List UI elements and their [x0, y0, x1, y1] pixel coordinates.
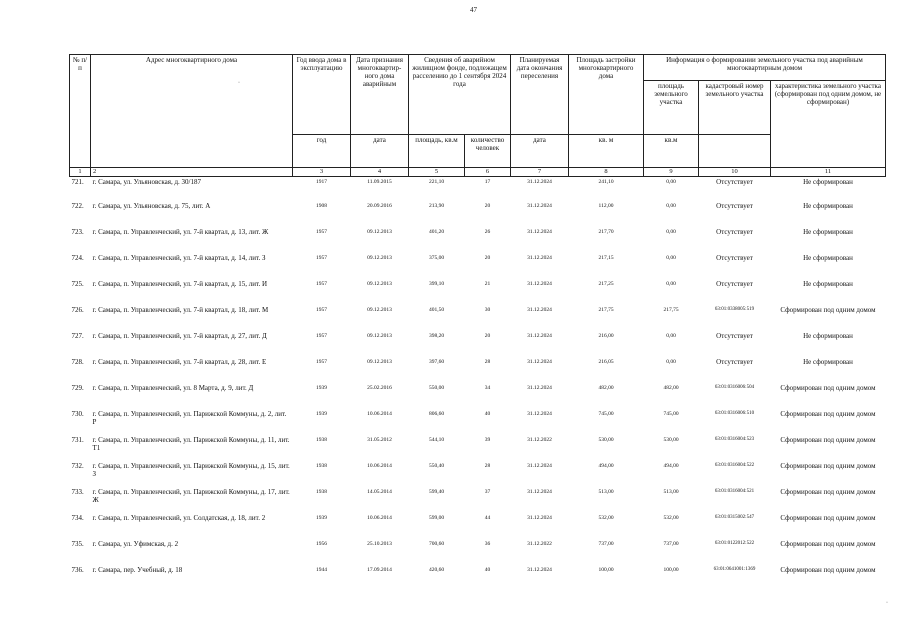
year-cell: 1938 [316, 463, 327, 469]
year-cell: 1939 [316, 411, 327, 417]
planned-date-cell: 31.12.2024 [527, 179, 552, 185]
row-number: 726. [71, 306, 84, 314]
people-cell: 17 [484, 179, 491, 185]
cadastral-cell: Отсутствует [716, 254, 753, 262]
unit-area: площадь, кв.м [409, 135, 465, 168]
cadastral-cell: 63:01:0316006:510 [714, 411, 755, 416]
land-area-cell: 100,00 [663, 567, 679, 573]
header-emergency-fund: Сведения об аварийном жилищном фонде, подлежащем расселению до 1 сентября 2024 года [409, 55, 511, 135]
planned-date-cell: 31.12.2024 [527, 385, 552, 391]
table-row [70, 487, 886, 513]
planned-date-cell: 31.12.2024 [527, 567, 552, 573]
col-number: 8 [569, 168, 644, 177]
recognition-date-cell: 09.12.2013 [367, 255, 392, 261]
recognition-date-cell: 10.06.2014 [367, 463, 392, 469]
people-cell: 40 [484, 411, 491, 417]
row-number: 727. [71, 332, 84, 340]
land-area-cell: 494,00 [663, 463, 679, 469]
land-area-cell: 0,00 [666, 203, 676, 209]
recognition-date-cell: 20.09.2016 [367, 203, 392, 209]
recognition-date-cell: 09.12.2013 [367, 333, 392, 339]
row-number: 725. [71, 280, 84, 288]
address-cell: г. Самара, п. Управленческий, ул. Солдатская, д. 18, лит. 2 [92, 514, 266, 522]
col-number: 7 [511, 168, 569, 177]
address-cell: г. Самара, п. Управленческий, ул. 7-й квартал, д. 13, лит. Ж [92, 228, 269, 236]
unit-land-area: кв.м [644, 135, 699, 168]
people-cell: 36 [484, 541, 491, 547]
col-number: 6 [465, 168, 511, 177]
col-number: 9 [644, 168, 699, 177]
unit-people: количество человек [465, 135, 511, 168]
planned-date-cell: 31.12.2024 [527, 463, 552, 469]
row-number: 734. [71, 514, 84, 522]
area-cell: 213,90 [428, 203, 445, 209]
built-area-cell: 217,25 [598, 281, 614, 287]
row-number: 730. [71, 410, 84, 418]
header-planned-date: Планируемая дата окончания переселения [511, 55, 569, 135]
header-address: Адрес многоквартирного дома [91, 55, 293, 168]
table-header [70, 55, 886, 177]
planned-date-cell: 31.12.2022 [527, 541, 552, 547]
row-number: 724. [71, 254, 84, 262]
table-row [70, 383, 886, 409]
row-number: 723. [71, 228, 84, 236]
land-area-cell: 737,00 [663, 541, 679, 547]
recognition-date-cell: 10.06.2014 [367, 411, 392, 417]
year-cell: 1956 [316, 541, 327, 547]
header-land-area: площадь земельного участка [644, 81, 699, 135]
year-cell: 1957 [316, 333, 327, 339]
people-cell: 44 [484, 515, 491, 521]
characteristic-cell: Сформирован под одним домом [780, 436, 876, 444]
recognition-date-cell: 17.09.2014 [367, 567, 392, 573]
people-cell: 34 [484, 385, 491, 391]
recognition-date-cell: 31.05.2012 [367, 437, 392, 443]
emergency-housing-table [69, 54, 886, 596]
unit-cadastral [699, 135, 771, 168]
table-row [70, 201, 886, 227]
characteristic-cell: Не сформирован [803, 280, 853, 288]
recognition-date-cell: 09.12.2013 [367, 229, 392, 235]
cadastral-cell: 63:01:0315002:547 [714, 515, 755, 520]
year-cell: 1957 [316, 255, 327, 261]
cadastral-cell: 63:01:0316004:521 [714, 489, 755, 494]
col-number: 2 [91, 168, 293, 177]
recognition-date-cell: 09.12.2013 [367, 307, 392, 313]
cadastral-cell: 63:01:0316004:522 [714, 463, 755, 468]
built-area-cell: 217,70 [598, 229, 614, 235]
year-cell: 1938 [316, 437, 327, 443]
land-area-cell: 0,00 [666, 229, 676, 235]
year-cell: 1957 [316, 307, 327, 313]
cadastral-cell: 63:01:0338005:519 [714, 307, 755, 312]
year-cell: 1917 [316, 179, 327, 185]
header-cadastral: кадастровый номер земельного участка [699, 81, 771, 135]
area-cell: 420,60 [428, 567, 445, 573]
built-area-cell: 112,00 [598, 203, 614, 209]
address-cell: г. Самара, п. Управленческий, ул. 7-й квартал, д. 14, лит. З [92, 254, 266, 262]
land-area-cell: 745,00 [663, 411, 679, 417]
people-cell: 40 [484, 567, 491, 573]
people-cell: 26 [484, 229, 491, 235]
planned-date-cell: 31.12.2024 [527, 333, 552, 339]
table-row [70, 227, 886, 253]
area-cell: 550,00 [428, 385, 445, 391]
address-cell: г. Самара, пер. Учебный, д. 18 [92, 566, 183, 574]
address-cell: г. Самара, ул. Ульяновская, д. 75, лит. А [92, 202, 211, 210]
area-cell: 397,60 [428, 359, 445, 365]
row-number: 736. [71, 566, 84, 574]
year-cell: 1944 [316, 567, 327, 573]
year-cell: 1957 [316, 359, 327, 365]
unit-year: год [293, 135, 351, 168]
built-area-cell: 532,00 [598, 515, 614, 521]
year-cell: 1938 [316, 489, 327, 495]
area-cell: 599,40 [428, 489, 445, 495]
characteristic-cell: Сформирован под одним домом [780, 514, 876, 522]
address-cell: г. Самара, п. Управленческий, ул. Парижской Коммуны, д. 11, лит. Т1 [92, 436, 290, 452]
planned-date-cell: 31.12.2024 [527, 229, 552, 235]
land-area-cell: 0,00 [666, 255, 676, 261]
table-row [70, 565, 886, 596]
built-area-cell: 737,00 [598, 541, 614, 547]
table-row [70, 305, 886, 331]
page-number: 47 [470, 6, 477, 14]
characteristic-cell: Сформирован под одним домом [780, 410, 876, 418]
characteristic-cell: Не сформирован [803, 358, 853, 366]
characteristic-cell: Не сформирован [803, 228, 853, 236]
header-land-info: Информация о формировании земельного участка под аварийным многоквартирным домом [644, 55, 886, 81]
planned-date-cell: 31.12.2024 [527, 411, 552, 417]
recognition-date-cell: 25.02.2016 [367, 385, 392, 391]
built-area-cell: 217,15 [598, 255, 614, 261]
address-cell: г. Самара, п. Управленческий, ул. Парижской Коммуны, д. 17, лит. Ж [92, 488, 290, 504]
people-cell: 20 [484, 203, 491, 209]
col-number: 4 [351, 168, 409, 177]
people-cell: 30 [484, 307, 491, 313]
built-area-cell: 494,00 [598, 463, 614, 469]
row-number: 732. [71, 462, 84, 470]
people-cell: 28 [484, 359, 491, 365]
planned-date-cell: 31.12.2024 [527, 255, 552, 261]
characteristic-cell: Не сформирован [803, 332, 853, 340]
table-row [70, 513, 886, 539]
people-cell: 20 [484, 255, 491, 261]
cadastral-cell: Отсутствует [716, 228, 753, 236]
planned-date-cell: 31.12.2024 [527, 307, 552, 313]
planned-date-cell: 31.12.2024 [527, 489, 552, 495]
address-cell: г. Самара, ул. Уфимская, д. 2 [92, 540, 179, 548]
area-cell: 401,20 [428, 229, 445, 235]
address-cell: г. Самара, ул. Ульяновская, д. 30/187 [92, 178, 201, 186]
column-number-row [70, 168, 886, 177]
year-cell: 1939 [316, 515, 327, 521]
year-cell: 1939 [316, 385, 327, 391]
area-cell: 221,10 [428, 179, 445, 185]
table-body [70, 177, 886, 597]
scan-speck: · [238, 80, 240, 86]
table-row [70, 253, 886, 279]
characteristic-cell: Не сформирован [803, 254, 853, 262]
people-cell: 28 [484, 463, 491, 469]
header-num: № п/п [70, 55, 91, 168]
address-cell: г. Самара, п. Управленческий, ул. 7-й квартал, д. 18, лит. М [92, 306, 269, 314]
built-area-cell: 745,00 [598, 411, 614, 417]
land-area-cell: 530,00 [663, 437, 679, 443]
row-number: 729. [71, 384, 84, 392]
address-cell: г. Самара, п. Управленческий, ул. Парижской Коммуны, д. 15, лит. З [92, 462, 290, 478]
header-year: Год ввода дома в эксплуатацию [293, 55, 351, 135]
cadastral-cell: Отсутствует [716, 358, 753, 366]
row-number: 731. [71, 436, 84, 444]
people-cell: 20 [484, 333, 491, 339]
area-cell: 806,60 [428, 411, 445, 417]
recognition-date-cell: 10.06.2014 [367, 515, 392, 521]
cadastral-cell: Отсутствует [716, 202, 753, 210]
address-cell: г. Самара, п. Управленческий, ул. 7-й квартал, д. 28, лит. Е [92, 358, 267, 366]
address-cell: г. Самара, п. Управленческий, ул. Парижской Коммуны, д. 2, лит. Р [92, 410, 287, 426]
land-area-cell: 0,00 [666, 281, 676, 287]
characteristic-cell: Сформирован под одним домом [780, 306, 876, 314]
land-area-cell: 0,00 [666, 333, 676, 339]
built-area-cell: 241,10 [598, 179, 614, 185]
characteristic-cell: Сформирован под одним домом [780, 540, 876, 548]
people-cell: 39 [484, 437, 491, 443]
area-cell: 550,40 [428, 463, 445, 469]
table-row [70, 435, 886, 461]
table-row [70, 177, 886, 202]
header-recognition-date: Дата признания многоквартир-ного дома аварийным [351, 55, 409, 135]
col-number: 11 [771, 168, 886, 177]
address-cell: г. Самара, п. Управленческий, ул. 8 Марта, д. 9, лит. Д [92, 384, 254, 392]
unit-date: дата [351, 135, 409, 168]
cadastral-cell: Отсутствует [716, 178, 753, 186]
area-cell: 544,10 [428, 437, 445, 443]
land-area-cell: 482,00 [663, 385, 679, 391]
cadastral-cell: Отсутствует [716, 280, 753, 288]
land-area-cell: 0,00 [666, 359, 676, 365]
year-cell: 1957 [316, 229, 327, 235]
land-area-cell: 217,75 [663, 307, 679, 313]
area-cell: 700,60 [428, 541, 445, 547]
table-row [70, 461, 886, 487]
col-number: 1 [70, 168, 91, 177]
planned-date-cell: 31.12.2024 [527, 281, 552, 287]
address-cell: г. Самара, п. Управленческий, ул. 7-й квартал, д. 27, лит. Д [92, 332, 267, 340]
header-built-area: Площадь застройки многоквартирного дома [569, 55, 644, 135]
characteristic-cell: Не сформирован [803, 202, 853, 210]
row-number: 728. [71, 358, 84, 366]
recognition-date-cell: 25.10.2013 [367, 541, 392, 547]
built-area-cell: 100,00 [598, 567, 614, 573]
address-cell: г. Самара, п. Управленческий, ул. 7-й квартал, д. 15, лит. И [92, 280, 268, 288]
built-area-cell: 530,00 [598, 437, 614, 443]
year-cell: 1908 [316, 203, 327, 209]
row-number: 722. [71, 202, 84, 210]
cadastral-cell: 63:01:0316004:523 [714, 437, 755, 442]
area-cell: 398,20 [428, 333, 445, 339]
planned-date-cell: 31.12.2024 [527, 203, 552, 209]
year-cell: 1957 [316, 281, 327, 287]
recognition-date-cell: 09.12.2013 [367, 359, 392, 365]
unit-built-area: кв. м [569, 135, 644, 168]
area-cell: 375,00 [428, 255, 445, 261]
characteristic-cell: Сформирован под одним домом [780, 488, 876, 496]
area-cell: 401,50 [428, 307, 445, 313]
table-row [70, 331, 886, 357]
built-area-cell: 216,05 [598, 359, 614, 365]
cadastral-cell: 63:01:0122012:522 [714, 541, 755, 546]
col-number: 5 [409, 168, 465, 177]
cadastral-cell: 63:01:0316006:504 [714, 385, 755, 390]
built-area-cell: 513,00 [598, 489, 614, 495]
row-number: 735. [71, 540, 84, 548]
characteristic-cell: Сформирован под одним домом [780, 462, 876, 470]
table-row [70, 279, 886, 305]
recognition-date-cell: 09.12.2013 [367, 281, 392, 287]
planned-date-cell: 31.12.2022 [527, 437, 552, 443]
scan-speck: · [886, 600, 888, 606]
unit-planned-date: дата [511, 135, 569, 168]
land-area-cell: 513,00 [663, 489, 679, 495]
built-area-cell: 216,00 [598, 333, 614, 339]
planned-date-cell: 31.12.2024 [527, 515, 552, 521]
area-cell: 599,00 [428, 515, 445, 521]
characteristic-cell: Не сформирован [803, 178, 853, 186]
recognition-date-cell: 11.09.2015 [367, 179, 392, 185]
table-row [70, 357, 886, 383]
cadastral-cell: 63:01:0641001:1369 [713, 567, 756, 572]
people-cell: 21 [484, 281, 491, 287]
cadastral-cell: Отсутствует [716, 332, 753, 340]
col-number: 3 [293, 168, 351, 177]
built-area-cell: 217,75 [598, 307, 614, 313]
characteristic-cell: Сформирован под одним домом [780, 384, 876, 392]
table-row [70, 539, 886, 565]
col-number: 10 [699, 168, 771, 177]
header-characteristic: характеристика земельного участка (сформирован под одним домом, не сформирован) [771, 81, 886, 168]
characteristic-cell: Сформирован под одним домом [780, 566, 876, 574]
row-number: 721. [71, 178, 84, 186]
land-area-cell: 0,00 [666, 179, 676, 185]
recognition-date-cell: 14.05.2014 [367, 489, 392, 495]
people-cell: 37 [484, 489, 491, 495]
area-cell: 399,10 [428, 281, 445, 287]
table-row [70, 409, 886, 435]
planned-date-cell: 31.12.2024 [527, 359, 552, 365]
row-number: 733. [71, 488, 84, 496]
land-area-cell: 532,00 [663, 515, 679, 521]
built-area-cell: 482,00 [598, 385, 614, 391]
